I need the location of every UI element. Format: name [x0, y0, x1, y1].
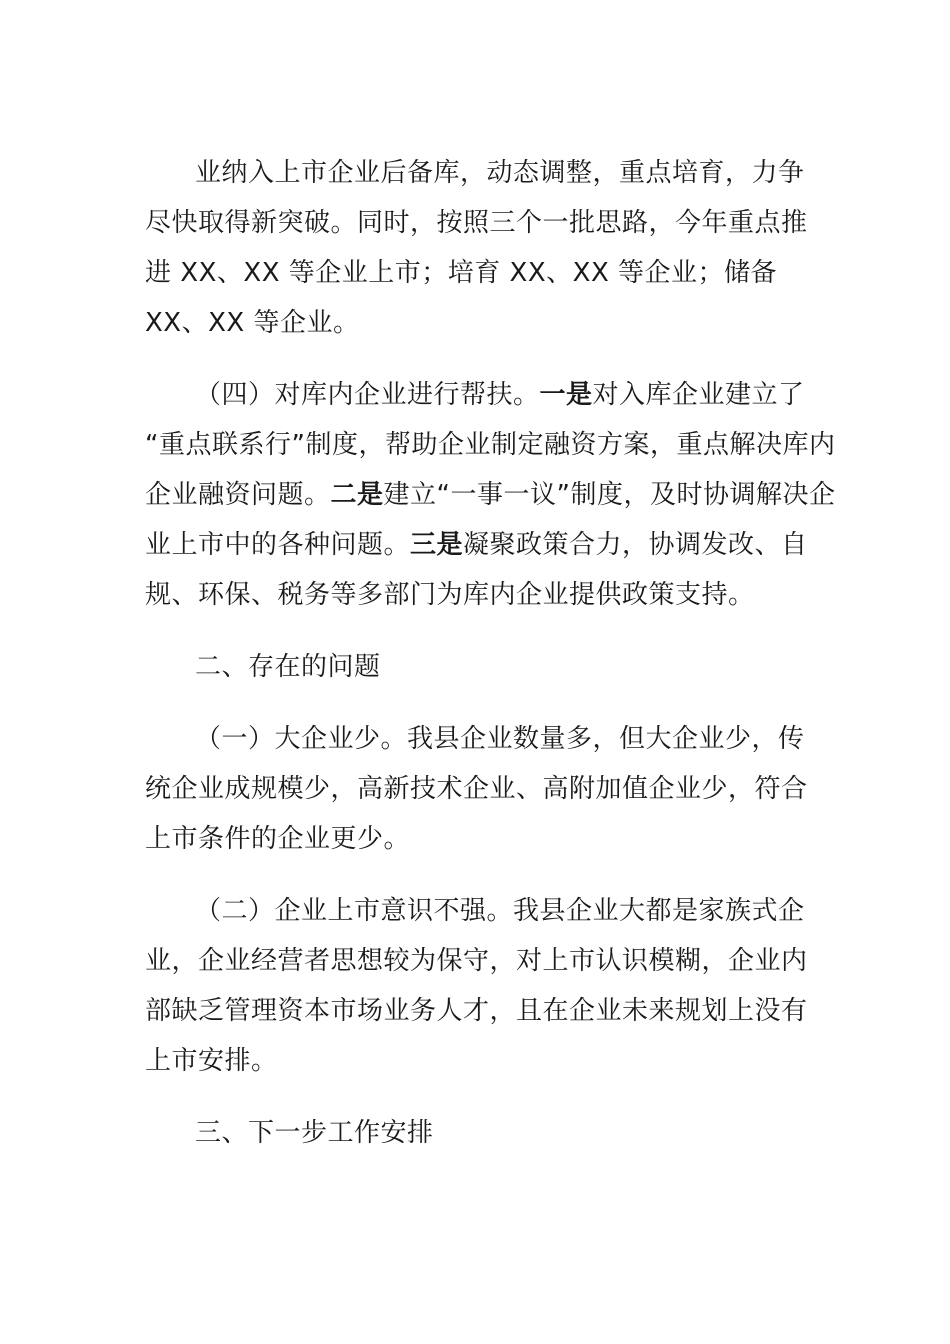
heading-next-steps: 三、下一步工作安排	[195, 1118, 434, 1148]
text-run: 建立“一事一议”制度，及时协调解决企	[383, 480, 836, 510]
paragraph-line: 部缺乏管理资本市场业务人才，且在企业未来规划上没有	[145, 996, 808, 1026]
text-run: 业上市中的各种问题。	[145, 530, 411, 560]
bold-marker-first: 一是	[539, 380, 593, 410]
paragraph-line: （一）大企业少。我县企业数量多，但大企业少，传	[195, 724, 805, 754]
paragraph-line: 业，企业经营者思想较为保守，对上市认识模糊，企业内	[145, 946, 808, 976]
heading-problems: 二、存在的问题	[195, 652, 381, 682]
text-run: 企业融资问题。	[145, 480, 331, 510]
bold-marker-third: 三是	[410, 530, 464, 560]
paragraph-line: 进 XX、XX 等企业上市；培育 XX、XX 等企业；储备	[145, 258, 778, 288]
section-four-line-3	[145, 480, 835, 510]
paragraph-line: XX、XX 等企业。	[145, 308, 360, 338]
section-four-line-4	[145, 530, 808, 560]
paragraph-line: 业纳入上市企业后备库，动态调整，重点培育，力争	[195, 158, 805, 188]
section-four-line-1	[195, 380, 805, 410]
text-run: 对入库企业建立了	[592, 380, 805, 410]
paragraph-line: 上市安排。	[145, 1046, 278, 1076]
text-run: 凝聚政策合力，协调发改、自	[463, 530, 808, 560]
section-four-heading: （四）对库内企业进行帮扶。	[195, 380, 540, 410]
section-four-line-2: “重点联系行”制度，帮助企业制定融资方案，重点解决库内	[145, 430, 836, 460]
section-four-line-5: 规、环保、税务等多部门为库内企业提供政策支持。	[145, 580, 755, 610]
paragraph-line: 尽快取得新突破。同时，按照三个一批思路，今年重点推	[145, 208, 808, 238]
paragraph-line: 统企业成规模少，高新技术企业、高附加值企业少，符合	[145, 774, 808, 804]
paragraph-line: 上市条件的企业更少。	[145, 824, 411, 854]
paragraph-line: （二）企业上市意识不强。我县企业大都是家族式企	[195, 896, 805, 926]
bold-marker-second: 二是	[330, 480, 384, 510]
